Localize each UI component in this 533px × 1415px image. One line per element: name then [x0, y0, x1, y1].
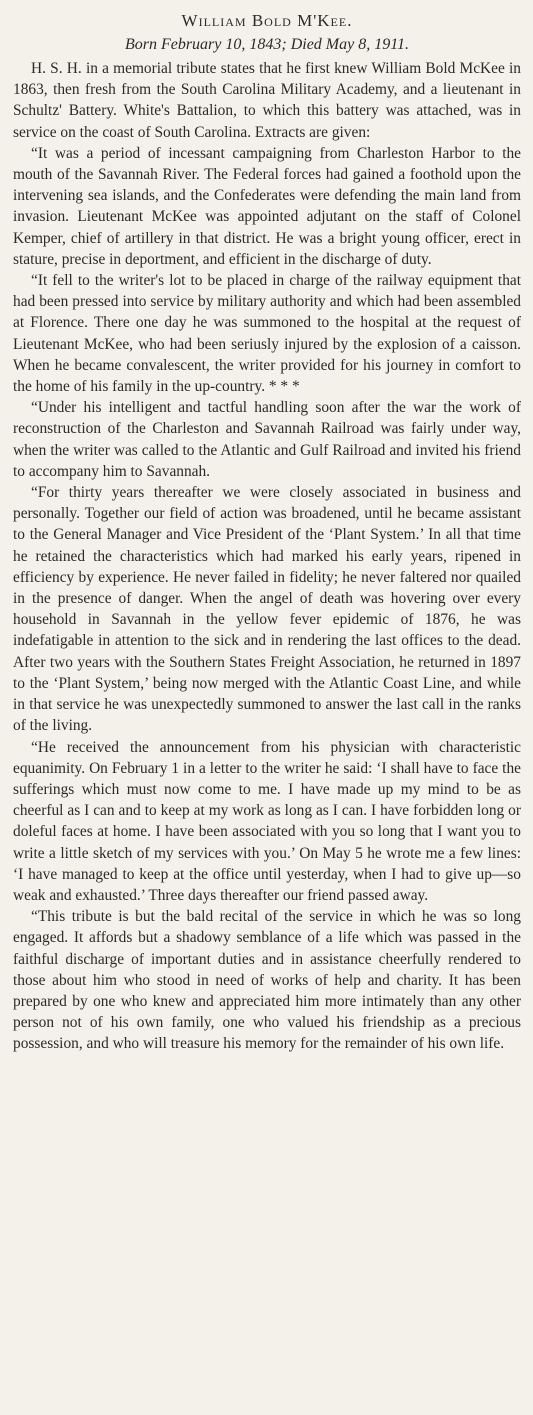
paragraph-railway: “It fell to the writer's lot to be placed in charge of the railway equipment that had been pressed into service by military authority and which had been assembled at Florence. There one day he was summoned to the hospital at the request of Lieutenant McKee, who had been seriusly injured by the explosion of a caisson. When he became convalescent, the writer provided for his journey in comfort to the home of his family in the up-country. * * *: [13, 272, 521, 396]
paragraph-intro: H. S. H. in a memorial tribute states that he first knew William Bold McKee in 1863, then fresh from the South Carolina Military Academy, and a lieutenant in Schultz' Battery. White's Battalion, to which this battery was attached, was in service on the coast of South Carolina. Extracts are given:: [13, 60, 521, 141]
paragraph-thirty-years: “For thirty years thereafter we were closely associated in business and personally. Together our field of action was broadened, until he became assistant to the General Manager and Vice President of the ‘Plant System.’ In all that time he retained the characteristics which had marked his early years, ripened in efficiency by experience. He never failed in fidelity; he never faltered nor quailed in the presence of danger. When the angel of death was hovering over every household in Savannah in the yellow fever epidemic of 1876, he was indefatigable in attention to the sick and in rendering the last offices to the dead. After two years with the Southern States Freight Association, he returned in 1897 to the ‘Plant System,’ being now merged with the Atlantic Coast Line, and while in that service he was unexpectedly summoned to answer the last call in the ranks of the living.: [13, 484, 521, 735]
page-title: William Bold M'Kee.: [181, 11, 353, 30]
birth-death-dates: Born February 10, 1843; Died May 8, 1911.: [124, 36, 410, 53]
body-text: [13, 58, 521, 1055]
paragraph-campaigning: “It was a period of incessant campaigning from Charleston Harbor to the mouth of the Savannah River. The Federal forces had gained a foothold upon the intervening sea islands, and the Confederates were defending the main land from invasion. Lieutenant McKee was appointed adjutant on the staff of Colonel Kemper, chief of artillery in that district. He was a bright young officer, erect in stature, precise in deportment, and efficient in the discharge of duty.: [13, 144, 521, 268]
paragraph-reconstruction: “Under his intelligent and tactful handling soon after the war the work of reconstruction of the Charleston and Savannah Railroad was fairly under way, when the writer was called to the Atlantic and Gulf Railroad and invited his friend to accompany him to Savannah.: [13, 399, 521, 480]
paragraph-announcement: “He received the announcement from his physician with characteristic equanimity. On February 1 in a letter to the writer he said: ‘I shall have to face the sufferings which must now come to me. I have made up my mind to be as cheerful as I can and to keep at my work as long as I can. I have forbidden long or doleful faces at home. I have been associated with you so long that I want you to write a little sketch of my services with you.’ On May 5 he wrote me a few lines: ‘I have managed to keep at the office until yesterday, when I had to give up—so weak and exhausted.’ Three days thereafter our friend passed away.: [13, 738, 521, 904]
paragraph-tribute: “This tribute is but the bald recital of the service in which he was so long engaged. It affords but a shadowy semblance of a life which was passed in the faithful discharge of important duties and in assistance cheerfully rendered to those about him who stood in need of works of help and charity. It has been prepared by one who knew and appreciated him more intimately than any other person not of his own family, one who valued his friendship as a precious possession, and who will treasure his memory for the remainder of his own life.: [13, 908, 521, 1053]
